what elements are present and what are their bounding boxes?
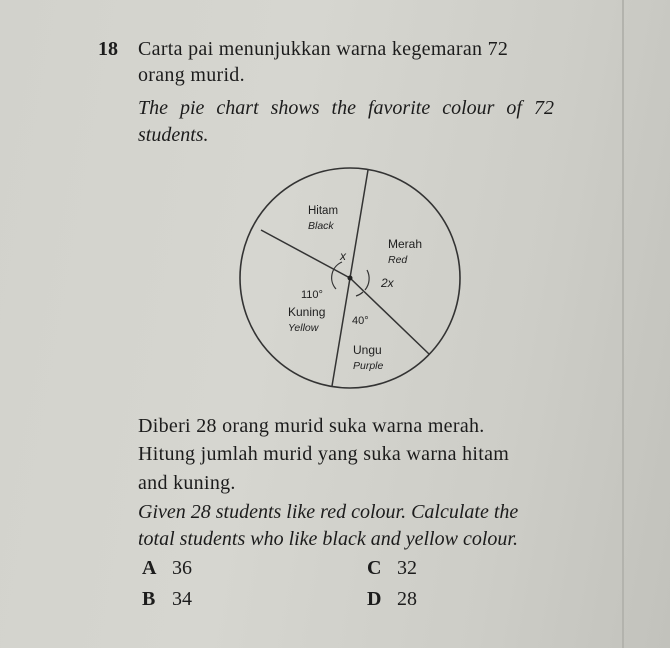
question-number: 18	[98, 38, 118, 60]
slice-label-black: Black	[308, 220, 334, 232]
option-b-value: 34	[172, 588, 192, 610]
pie-divider-black-red	[350, 170, 368, 278]
pie-divider-yellow-purple	[332, 278, 350, 386]
pie-divider-black-yellow	[261, 230, 350, 278]
option-d-value: 28	[397, 588, 417, 610]
slice-angle-110: 110°	[301, 289, 323, 301]
option-c[interactable]	[367, 557, 417, 580]
slice-label-kuning: Kuning	[288, 305, 326, 319]
angle-arc-purple	[356, 292, 363, 296]
slice-angle-2x: 2x	[381, 276, 394, 290]
question-text-english-2: students.	[138, 124, 209, 146]
angle-arc-red	[365, 270, 369, 290]
option-d-letter: D	[367, 588, 382, 610]
question-text-english-1: The pie chart shows the favorite colour of 72	[138, 97, 554, 119]
slice-label-red: Red	[388, 254, 408, 266]
slice-angle-40: 40°	[352, 315, 369, 327]
slice-label-yellow: Yellow	[288, 322, 319, 334]
option-a-value: 36	[172, 557, 192, 579]
given-text-malay-2: Hitung jumlah murid yang suka warna hitam	[138, 443, 510, 465]
pie-chart	[228, 160, 478, 400]
slice-label-purple: Purple	[353, 360, 384, 372]
slice-label-ungu: Ungu	[353, 343, 382, 357]
given-text-malay-1: Diberi 28 orang murid suka warna merah.	[138, 415, 485, 437]
question-text-malay-1: Carta pai menunjukkan warna kegemaran 72	[138, 38, 509, 60]
given-text-english-2: total students who like black and yellow colour.	[138, 528, 518, 550]
page-edge	[622, 0, 624, 648]
angle-arc-yellow	[332, 262, 342, 289]
slice-angle-x: x	[340, 249, 346, 263]
slice-label-hitam: Hitam	[308, 205, 339, 217]
option-d[interactable]	[367, 588, 417, 611]
option-a-letter: A	[142, 557, 157, 579]
pie-center	[348, 276, 353, 281]
option-b-letter: B	[142, 588, 156, 610]
given-text-english-1: Given 28 students like red colour. Calculate the	[138, 501, 519, 523]
question-text-malay-2: orang murid.	[138, 64, 245, 86]
option-c-value: 32	[397, 557, 417, 579]
option-c-letter: C	[367, 557, 382, 579]
slice-label-merah: Merah	[388, 237, 423, 251]
option-a[interactable]	[142, 557, 192, 580]
option-b[interactable]	[142, 588, 192, 611]
given-text-malay-3: and kuning.	[138, 472, 236, 494]
